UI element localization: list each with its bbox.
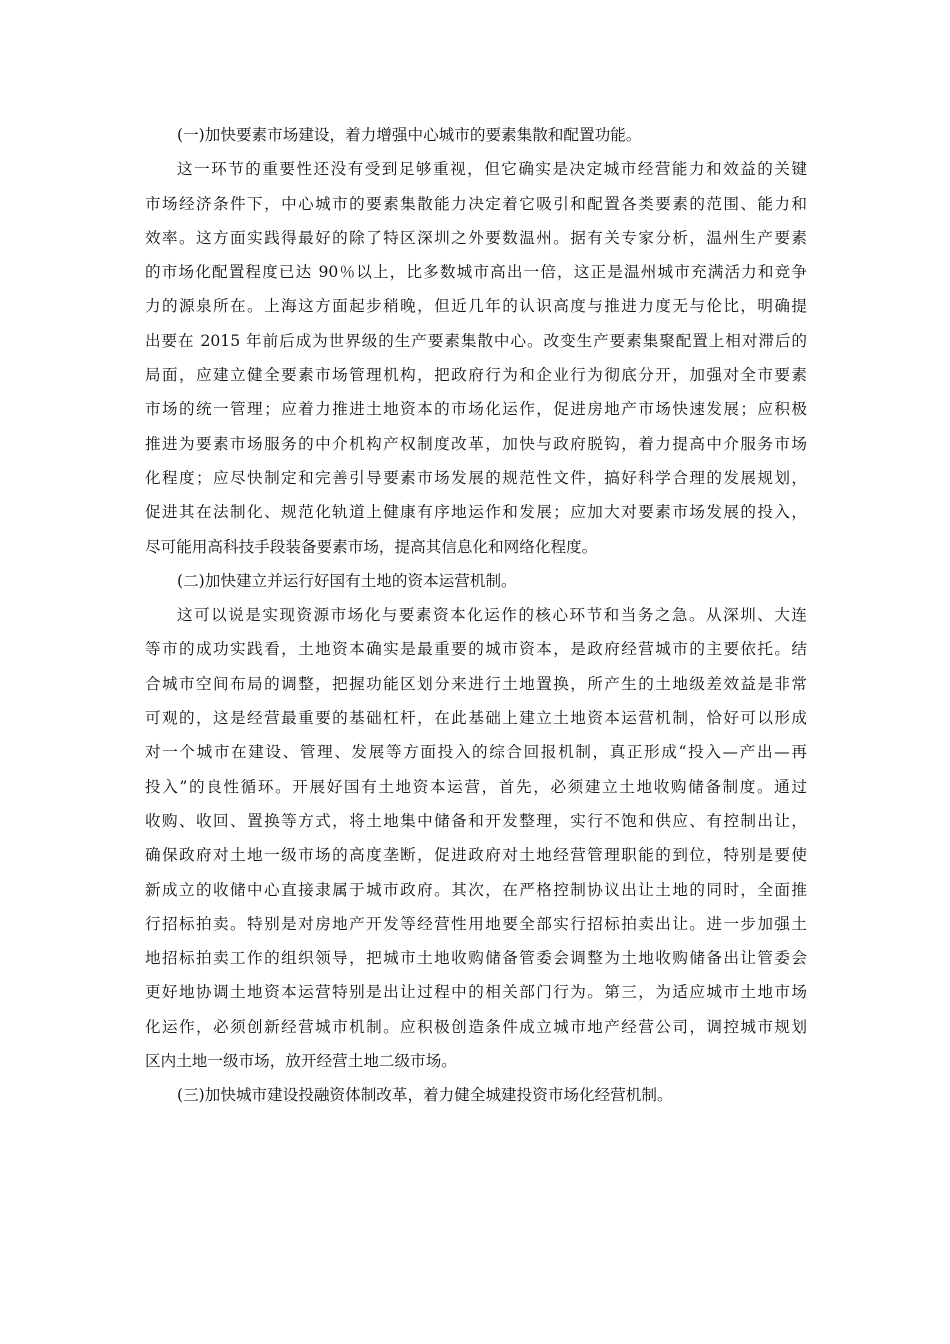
text-line: 促进其在法制化、规范化轨道上健康有序地运作和发展；应加大对要素市场发展的投入，	[145, 503, 807, 522]
section-heading-2	[145, 564, 807, 598]
text-line: (一)加快要素市场建设，着力增强中心城市的要素集散和配置功能。	[177, 126, 642, 144]
text-line: 可观的，这是经营最重要的基础杠杆，在此基础上建立土地资本运营机制，恰好可以形成	[145, 709, 807, 728]
text-line: 对一个城市在建设、管理、发展等方面投入的综合回报机制，真正形成“投入—产出—再	[145, 743, 807, 762]
text-line: (二)加快建立并运行好国有土地的资本运营机制。	[177, 571, 517, 590]
body-paragraph-1	[145, 152, 807, 564]
text-line: 行招标拍卖。特别是对房地产开发等经营性用地要全部实行招标拍卖出让。进一步加强土	[145, 914, 807, 933]
body-paragraph-2	[145, 598, 807, 1078]
text-line: 化运作，必须创新经营城市机制。应积极创造条件成立城市地产经营公司，调控城市规划	[145, 1017, 807, 1036]
text-line: 局面，应建立健全要素市场管理机构，把政府行为和企业行为彻底分开，加强对全市要素	[145, 366, 807, 385]
text-line: 新成立的收储中心直接隶属于城市政府。其次，在严格控制协议出让土地的同时，全面推	[145, 880, 807, 899]
text-line: 尽可能用高科技手段装备要素市场，提高其信息化和网络化程度。	[145, 537, 598, 556]
text-line: 出要在 2015 年前后成为世界级的生产要素集散中心。改变生产要素集聚配置上相对滞后的	[145, 331, 807, 350]
text-line: 推进为要素市场服务的中介机构产权制度改革，加快与政府脱钩，着力提高中介服务市场	[145, 434, 807, 453]
section-heading-3	[145, 1078, 807, 1112]
text-line: 的市场化配置程度已达 90％以上，比多数城市高出一倍，这正是温州城市充满活力和竞争	[145, 263, 807, 282]
text-line: (三)加快城市建设投融资体制改革，着力健全城建投资市场化经营机制。	[177, 1086, 673, 1105]
text-line: 收购、收回、置换等方式，将土地集中储备和开发整理，实行不饱和供应、有控制出让，	[145, 811, 807, 830]
text-line: 投入”的良性循环。开展好国有土地资本运营，首先，必须建立土地收购储备制度。通过	[145, 777, 807, 796]
text-line: 力的源泉所在。上海这方面起步稍晚，但近几年的认识高度与推进力度无与伦比，明确提	[145, 297, 807, 316]
text-line: 这一环节的重要性还没有受到足够重视，但它确实是决定城市经营能力和效益的关键	[177, 160, 807, 179]
text-line: 区内土地一级市场，放开经营土地二级市场。	[145, 1052, 457, 1071]
document-page	[145, 118, 807, 1113]
text-line: 市场经济条件下，中心城市的要素集散能力决定着它吸引和配置各类要素的范围、能力和	[145, 194, 807, 213]
text-line: 合城市空间布局的调整，把握功能区划分来进行土地置换，所产生的土地级差效益是非常	[145, 674, 807, 693]
text-line: 市场的统一管理；应着力推进土地资本的市场化运作，促进房地产市场快速发展；应积极	[145, 400, 807, 419]
text-line: 确保政府对土地一级市场的高度垄断，促进政府对土地经营管理职能的到位，特别是要使	[145, 846, 807, 865]
text-line: 效率。这方面实践得最好的除了特区深圳之外要数温州。据有关专家分析，温州生产要素	[145, 228, 807, 247]
text-line: 更好地协调土地资本运营特别是出让过程中的相关部门行为。第三，为适应城市土地市场	[145, 983, 807, 1002]
text-line: 等市的成功实践看，土地资本确实是最重要的城市资本，是政府经营城市的主要依托。结	[145, 640, 807, 659]
section-heading-1	[145, 118, 807, 152]
text-line: 化程度；应尽快制定和完善引导要素市场发展的规范性文件，搞好科学合理的发展规划，	[145, 468, 807, 487]
text-line: 这可以说是实现资源市场化与要素资本化运作的核心环节和当务之急。从深圳、大连	[177, 606, 807, 625]
text-line: 地招标拍卖工作的组织领导，把城市土地收购储备管委会调整为土地收购储备出让管委会	[145, 949, 807, 968]
